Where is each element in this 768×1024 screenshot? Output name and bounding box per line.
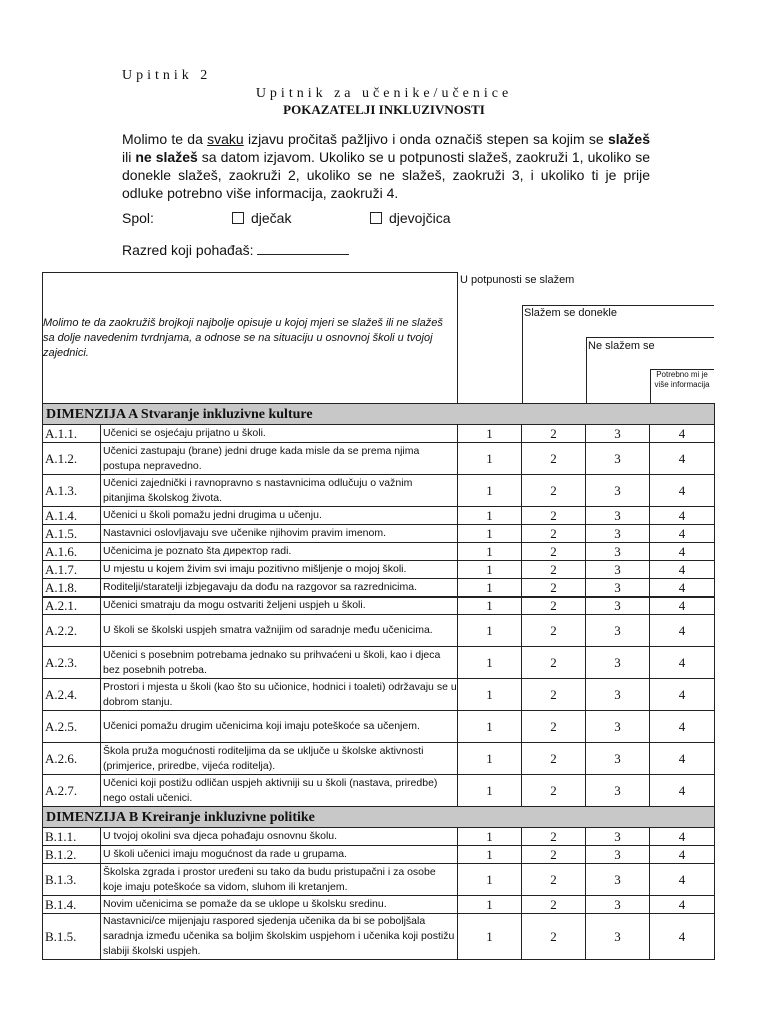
item-code: A.2.3. <box>43 647 101 679</box>
rating-option-3[interactable]: 3 <box>586 561 650 579</box>
gender-option-boy[interactable] <box>232 210 291 226</box>
scale-col2-label: Slažem se donekle <box>524 306 617 319</box>
scale-header <box>458 273 715 404</box>
rating-option-2[interactable]: 2 <box>522 525 586 543</box>
rating-option-3[interactable]: 3 <box>586 425 650 443</box>
rating-option-4[interactable]: 4 <box>650 579 715 597</box>
rating-option-4[interactable]: 4 <box>650 615 715 647</box>
intro-paragraph: Molimo te da svaku izjavu pročitaš pažljivo i onda označiš stepen sa kojim se slažeš ili ne slažeš sa datom izjavom. Ukoliko se u potpunosti slažeš, zaokruži 1, ukoliko se donekle slažeš, zaokruži 2, ukoliko se ne slažeš, zaokruži 3, i ukoliko ti je prije odluke potrebno više informacija, zaokruži 4. <box>122 131 650 201</box>
table-row <box>43 896 715 914</box>
rating-option-2[interactable]: 2 <box>522 711 586 743</box>
rating-option-1[interactable]: 1 <box>458 543 522 561</box>
rating-option-4[interactable]: 4 <box>650 507 715 525</box>
rating-option-4[interactable]: 4 <box>650 647 715 679</box>
item-code: A.1.8. <box>43 579 101 597</box>
dimension-b-heading: DIMENZIJA B Kreiranje inkluzivne politike <box>43 807 715 828</box>
item-code: B.1.3. <box>43 864 101 896</box>
table-row <box>43 864 715 896</box>
rating-option-2[interactable]: 2 <box>522 647 586 679</box>
item-statement: Učenici se osjećaju prijatno u školi. <box>101 425 458 443</box>
gender-option-girl-label: djevojčica <box>389 210 451 226</box>
rating-option-1[interactable]: 1 <box>458 828 522 846</box>
item-code: A.1.5. <box>43 525 101 543</box>
rating-option-4[interactable]: 4 <box>650 425 715 443</box>
rating-option-2[interactable]: 2 <box>522 507 586 525</box>
rating-option-3[interactable]: 3 <box>586 914 650 960</box>
rating-option-1[interactable]: 1 <box>458 597 522 615</box>
rating-option-3[interactable]: 3 <box>586 864 650 896</box>
item-statement: Učenici koji postižu odličan uspjeh aktivniji su u školi (nastava, priredbe) nego ostali učenici. <box>101 775 458 807</box>
rating-option-2[interactable]: 2 <box>522 896 586 914</box>
scale-col3-label: Ne slažem se <box>588 339 655 352</box>
item-statement: Nastavnici/ce mijenjaju raspored sjedenja učenika da bi se poboljšala saradnja između učenika sa boljim školskim uspjehom i učenika koji postižu slabiji školski uspjeh. <box>101 914 458 960</box>
rating-option-3[interactable]: 3 <box>586 579 650 597</box>
rating-option-2[interactable]: 2 <box>522 443 586 475</box>
rating-option-4[interactable]: 4 <box>650 828 715 846</box>
item-statement: U školi učenici imaju mogućnost da rade u grupama. <box>101 846 458 864</box>
page-label: Upitnik 2 <box>122 68 212 83</box>
rating-option-4[interactable]: 4 <box>650 711 715 743</box>
item-code: A.2.5. <box>43 711 101 743</box>
table-row <box>43 507 715 525</box>
grade-label: Razred koji pohađaš: <box>122 242 254 258</box>
rating-option-3[interactable]: 3 <box>586 896 650 914</box>
rating-option-2[interactable]: 2 <box>522 561 586 579</box>
table-row <box>43 828 715 846</box>
rating-option-4[interactable]: 4 <box>650 775 715 807</box>
rating-option-4[interactable]: 4 <box>650 443 715 475</box>
gender-label: Spol: <box>122 210 154 226</box>
table-row <box>43 579 715 597</box>
item-code: A.1.4. <box>43 507 101 525</box>
rating-option-3[interactable]: 3 <box>586 711 650 743</box>
rating-option-1[interactable]: 1 <box>458 679 522 711</box>
gender-option-girl[interactable] <box>370 210 450 226</box>
checkbox-boy[interactable] <box>232 212 244 224</box>
item-statement: Učenici s posebnim potrebama jednako su prihvaćeni u školi, kao i djeca bez posebnih potreba. <box>101 647 458 679</box>
grade-field[interactable] <box>122 242 349 258</box>
table-row <box>43 615 715 647</box>
rating-option-3[interactable]: 3 <box>586 615 650 647</box>
table-row <box>43 475 715 507</box>
item-code: A.2.4. <box>43 679 101 711</box>
document-subtitle: Upitnik za učenike/učenice <box>255 86 513 101</box>
item-statement: Nastavnici oslovljavaju sve učenike njihovim pravim imenom. <box>101 525 458 543</box>
rating-option-4[interactable]: 4 <box>650 525 715 543</box>
scale-col1-label: U potpunosti se slažem <box>460 273 575 286</box>
rating-option-3[interactable]: 3 <box>586 525 650 543</box>
table-row <box>43 743 715 775</box>
rating-option-3[interactable]: 3 <box>586 647 650 679</box>
item-code: A.2.1. <box>43 597 101 615</box>
rating-option-2[interactable]: 2 <box>522 615 586 647</box>
rating-option-3[interactable]: 3 <box>586 743 650 775</box>
rating-option-2[interactable]: 2 <box>522 743 586 775</box>
item-statement: Školska zgrada i prostor uređeni su tako da budu pristupačni i za osobe koje imaju poteškoće sa vidom, sluhom ili kretanjem. <box>101 864 458 896</box>
table-instruction: Molimo te da zaokružiš brojkoji najbolje opisuje u kojoj mjeri se slažeš ili ne slažeš sa dolje navedenim tvrdnjama, a odnose se na situaciju u osnovnoj školi u tvojoj zajednici. <box>43 273 458 404</box>
table-row <box>43 443 715 475</box>
item-code: A.1.7. <box>43 561 101 579</box>
item-statement: Roditelji/staratelji izbjegavaju da dođu na razgovor sa razrednicima. <box>101 579 458 597</box>
rating-option-1[interactable]: 1 <box>458 647 522 679</box>
rating-option-2[interactable]: 2 <box>522 846 586 864</box>
item-code: A.2.6. <box>43 743 101 775</box>
item-code: B.1.4. <box>43 896 101 914</box>
rating-option-1[interactable]: 1 <box>458 775 522 807</box>
rating-option-3[interactable]: 3 <box>586 775 650 807</box>
rating-option-1[interactable]: 1 <box>458 425 522 443</box>
table-row <box>43 914 715 960</box>
rating-option-1[interactable]: 1 <box>458 914 522 960</box>
item-statement: Učenici smatraju da mogu ostvariti željeni uspjeh u školi. <box>101 597 458 615</box>
rating-option-1[interactable]: 1 <box>458 443 522 475</box>
rating-option-2[interactable]: 2 <box>522 425 586 443</box>
rating-option-2[interactable]: 2 <box>522 914 586 960</box>
item-statement: Učenici u školi pomažu jedni drugima u učenju. <box>101 507 458 525</box>
item-statement: Prostori i mjesta u školi (kao što su učionice, hodnici i toaleti) održavaju se u dobrom stanju. <box>101 679 458 711</box>
rating-option-3[interactable]: 3 <box>586 679 650 711</box>
table-row <box>43 597 715 615</box>
rating-option-1[interactable]: 1 <box>458 743 522 775</box>
table-row <box>43 775 715 807</box>
item-code: B.1.2. <box>43 846 101 864</box>
scale-col4-label: Potrebno mi je više informacija <box>654 369 710 389</box>
rating-option-4[interactable]: 4 <box>650 679 715 711</box>
item-code: B.1.1. <box>43 828 101 846</box>
table-row <box>43 647 715 679</box>
item-code: B.1.5. <box>43 914 101 960</box>
rating-option-1[interactable]: 1 <box>458 579 522 597</box>
table-row <box>43 711 715 743</box>
table-row <box>43 525 715 543</box>
item-statement: Učenicima je poznato šta директор radi. <box>101 543 458 561</box>
rating-option-3[interactable]: 3 <box>586 828 650 846</box>
item-statement: Škola pruža mogućnosti roditeljima da se uključe u školske aktivnosti (primjerice, priredbe, vijeća roditelja). <box>101 743 458 775</box>
table-row <box>43 846 715 864</box>
item-statement: U školi se školski uspjeh smatra važnijim od saradnje među učenicima. <box>101 615 458 647</box>
dimension-b-row <box>43 807 715 828</box>
rating-option-1[interactable]: 1 <box>458 507 522 525</box>
table-row <box>43 543 715 561</box>
item-code: A.1.2. <box>43 443 101 475</box>
grade-blank[interactable] <box>257 242 349 255</box>
rating-option-2[interactable]: 2 <box>522 475 586 507</box>
table-row <box>43 425 715 443</box>
rating-option-4[interactable]: 4 <box>650 914 715 960</box>
rating-option-2[interactable]: 2 <box>522 775 586 807</box>
rating-option-1[interactable]: 1 <box>458 561 522 579</box>
item-statement: Novim učenicima se pomaže da se uklope u školsku sredinu. <box>101 896 458 914</box>
item-statement: Učenici zastupaju (brane) jedni druge kada misle da se prema njima postupa nepravedno. <box>101 443 458 475</box>
item-code: A.2.7. <box>43 775 101 807</box>
rating-option-4[interactable]: 4 <box>650 743 715 775</box>
rating-option-4[interactable]: 4 <box>650 864 715 896</box>
item-code: A.1.3. <box>43 475 101 507</box>
item-code: A.1.1. <box>43 425 101 443</box>
item-statement: U tvojoj okolini sva djeca pohađaju osnovnu školu. <box>101 828 458 846</box>
rating-option-1[interactable]: 1 <box>458 475 522 507</box>
rating-option-4[interactable]: 4 <box>650 846 715 864</box>
rating-option-3[interactable]: 3 <box>586 543 650 561</box>
rating-option-2[interactable]: 2 <box>522 543 586 561</box>
rating-option-2[interactable]: 2 <box>522 579 586 597</box>
rating-option-3[interactable]: 3 <box>586 443 650 475</box>
rating-option-1[interactable]: 1 <box>458 896 522 914</box>
rating-option-1[interactable]: 1 <box>458 846 522 864</box>
rating-option-4[interactable]: 4 <box>650 543 715 561</box>
rating-option-3[interactable]: 3 <box>586 475 650 507</box>
rating-option-2[interactable]: 2 <box>522 828 586 846</box>
gender-option-boy-label: dječak <box>251 210 292 226</box>
document-title: POKAZATELJI INKLUZIVNOSTI <box>283 102 485 117</box>
dimension-a-heading: DIMENZIJA A Stvaranje inkluzivne kulture <box>43 404 715 425</box>
rating-option-4[interactable]: 4 <box>650 597 715 615</box>
table-row <box>43 679 715 711</box>
rating-option-4[interactable]: 4 <box>650 896 715 914</box>
table-row <box>43 561 715 579</box>
rating-option-1[interactable]: 1 <box>458 615 522 647</box>
item-code: A.2.2. <box>43 615 101 647</box>
rating-option-4[interactable]: 4 <box>650 561 715 579</box>
checkbox-girl[interactable] <box>370 212 382 224</box>
rating-option-3[interactable]: 3 <box>586 597 650 615</box>
dimension-a-row <box>43 404 715 425</box>
item-statement: Učenici zajednički i ravnopravno s nastavnicima odlučuju o važnim pitanjima školskog života. <box>101 475 458 507</box>
rating-option-1[interactable]: 1 <box>458 864 522 896</box>
rating-option-4[interactable]: 4 <box>650 475 715 507</box>
item-statement: U mjestu u kojem živim svi imaju pozitivno mišljenje o mojoj školi. <box>101 561 458 579</box>
rating-option-3[interactable]: 3 <box>586 846 650 864</box>
questionnaire-table <box>42 272 715 960</box>
item-statement: Učenici pomažu drugim učenicima koji imaju poteškoće sa učenjem. <box>101 711 458 743</box>
item-code: A.1.6. <box>43 543 101 561</box>
rating-option-2[interactable]: 2 <box>522 597 586 615</box>
rating-option-1[interactable]: 1 <box>458 711 522 743</box>
rating-option-2[interactable]: 2 <box>522 864 586 896</box>
rating-option-2[interactable]: 2 <box>522 679 586 711</box>
rating-option-1[interactable]: 1 <box>458 525 522 543</box>
rating-option-3[interactable]: 3 <box>586 507 650 525</box>
